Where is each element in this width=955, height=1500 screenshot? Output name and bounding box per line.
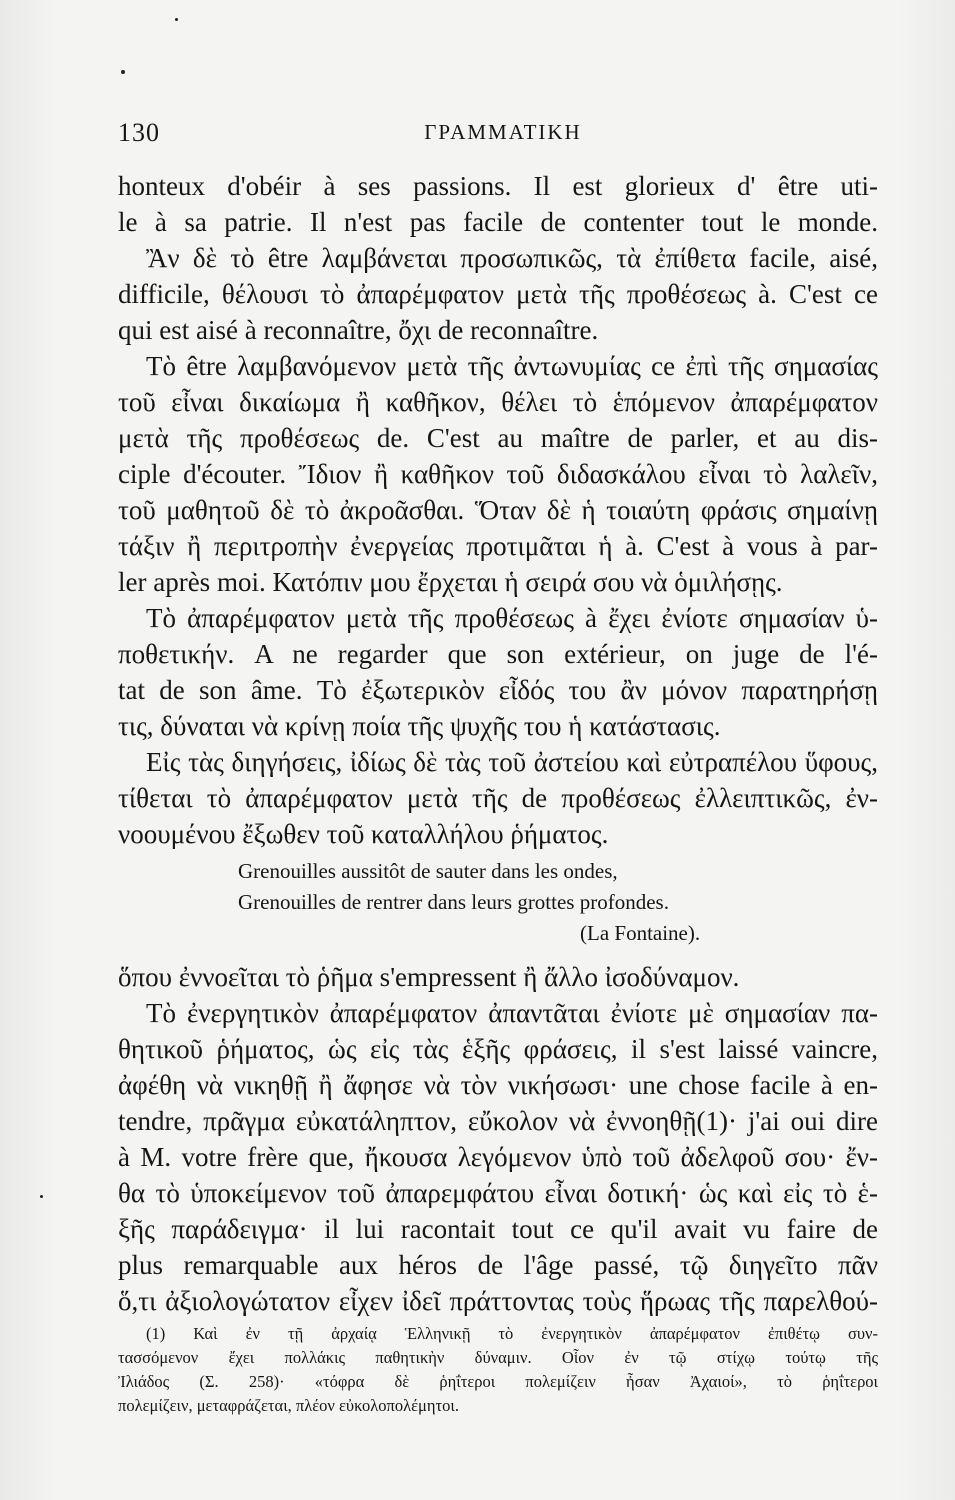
text-line: ὅπου ἐννοεῖται τὸ ῥῆμα s'empressent ἢ ἄλλο ἰσοδύναμον.: [118, 962, 740, 992]
text-line: honteux d'obéir à ses passions. Il est glorieux d' être uti-: [118, 171, 878, 201]
text-line: tendre, πρᾶγμα εὐκατάληπτον, εὔκολον νὰ ἐννοηθῇ(1)· j'ai oui dire: [118, 1106, 878, 1136]
text-line: Τὸ ἐνεργητικὸν ἀπαρέμφατον ἀπαντᾶται ἐνίοτε μὲ σημασίαν πα-: [146, 998, 878, 1028]
print-speck: [40, 1195, 43, 1198]
text-line: Τὸ être λαμβανόμενον μετὰ τῆς ἀντωνυμίας ce ἐπὶ τῆς σημασίας: [146, 351, 878, 381]
text-line: τάξιν ἢ περιτροπὴν ἐνεργείας προτιμᾶται ἡ à. C'est à vous à par-: [118, 531, 878, 561]
text-line: μετὰ τῆς προθέσεως de. C'est au maître de parler, et au dis-: [118, 423, 878, 453]
footnote-line: τασσόμενον ἔχει πολλάκις παθητικὴν δύναμιν. Οἷον ἐν τῷ στίχῳ τούτῳ τῆς: [118, 1348, 878, 1367]
text-line: θα τὸ ὑποκείμενον τοῦ ἀπαρεμφάτου εἶναι δοτική· ὡς καὶ εἰς τὸ ἑ-: [118, 1178, 878, 1208]
text-line: ὅ,τι ἀξιολογώτατον εἶχεν ἰδεῖ πράττοντας τοὺς ἥρωας τῆς παρελθού-: [118, 1286, 878, 1316]
page-header: [118, 118, 888, 152]
text-line: ξῆς παράδειγμα· il lui racontait tout ce qu'il avait vu faire de: [118, 1214, 878, 1244]
text-line: τοῦ μαθητοῦ δὲ τὸ ἀκροᾶσθαι. Ὅταν δὲ ἡ τοιαύτη φράσις σημαίνῃ: [118, 495, 878, 525]
text-line: difficile, θέλουσι τὸ ἀπαρέμφατον μετὰ τῆς προθέσεως à. C'est ce: [118, 279, 878, 309]
text-line: Τὸ ἀπαρέμφατον μετὰ τῆς προθέσεως à ἔχει ἐνίοτε σημασίαν ὑ-: [146, 603, 878, 633]
text-line: à M. votre frère que, ἤκουσα λεγόμενον ὑπὸ τοῦ ἀδελφοῦ σου· ἔν-: [118, 1142, 878, 1172]
footnote-line: Ἰλιάδος (Σ. 258)· «τόφρα δὲ ῥηΐτεροι πολεμίζειν ἦσαν Ἀχαιοί», τὸ ῥηΐτεροι: [118, 1372, 878, 1391]
print-speck: [121, 70, 125, 74]
text-line: Ἂν δὲ τὸ être λαμβάνεται προσωπικῶς, τὰ ἐπίθετα facile, aisé,: [146, 243, 878, 273]
page-number: 130: [118, 118, 160, 147]
text-line: νοουμένου ἔξωθεν τοῦ καταλλήλου ῥήματος.: [118, 819, 609, 849]
text-line: ler après moi. Κατόπιν μου ἔρχεται ἡ σειρά σου νὰ ὁμιλήσῃς.: [118, 567, 783, 597]
footnote-line: πολεμίζειν, μεταφράζεται, πλέον εὐκολοπολέμητοι.: [118, 1396, 459, 1415]
footnotes: [118, 1322, 878, 1418]
footnote-line: (1) Καὶ ἐν τῇ ἀρχαίᾳ Ἑλληνικῇ τὸ ἐνεργητικὸν ἀπαρέμφατον ἐπιθέτῳ συν-: [146, 1324, 878, 1343]
text-line: ποθετικήν. A ne regarder que son extérieur, on juge de l'é-: [118, 639, 878, 669]
text-line: τοῦ εἶναι δικαίωμα ἢ καθῆκον, θέλει τὸ ἑπόμενον ἀπαρέμφατον: [118, 387, 878, 417]
text-line: plus remarquable aux héros de l'âge passé, τῷ διηγεῖτο πᾶν: [118, 1250, 878, 1280]
text-line: le à sa patrie. Il n'est pas facile de contenter tout le monde.: [118, 207, 878, 237]
body-text: [118, 168, 878, 1319]
running-title: ΓΡΑΜΜΑΤΙΚΗ: [424, 120, 582, 144]
text-line: Εἰς τὰς διηγήσεις, ἰδίως δὲ τὰς τοῦ ἀστείου καὶ εὐτραπέλου ὕφους,: [146, 747, 878, 777]
verse-line: Grenouilles de rentrer dans leurs grottes profondes.: [238, 890, 669, 914]
text-line: tat de son âme. Τὸ ἐξωτερικὸν εἶδός του ἂν μόνον παρατηρήσῃ: [118, 675, 878, 705]
print-speck: [175, 18, 178, 21]
text-line: ciple d'écouter. Ἴδιον ἢ καθῆκον τοῦ διδασκάλου εἶναι τὸ λαλεῖν,: [118, 459, 878, 489]
verse-line: Grenouilles aussitôt de sauter dans les ondes,: [238, 859, 618, 883]
text-line: τίθεται τὸ ἀπαρέμφατον μετὰ τῆς de προθέσεως ἐλλειπτικῶς, ἐν-: [118, 783, 878, 813]
verse-quotation: [118, 856, 878, 949]
text-line: τις, δύναται νὰ κρίνῃ ποία τῆς ψυχῆς του ἡ κατάστασις.: [118, 711, 721, 741]
verse-attribution: (La Fontaine).: [580, 921, 701, 945]
text-line: ἀφέθη νὰ νικηθῇ ἢ ἄφησε νὰ τὸν νικήσωσι· une chose facile à en-: [118, 1070, 878, 1100]
text-line: qui est aisé à reconnaître, ὄχι de reconnaître.: [118, 315, 599, 345]
text-line: θητικοῦ ῥήματος, ὡς εἰς τὰς ἑξῆς φράσεις, il s'est laissé vaincre,: [118, 1034, 878, 1064]
